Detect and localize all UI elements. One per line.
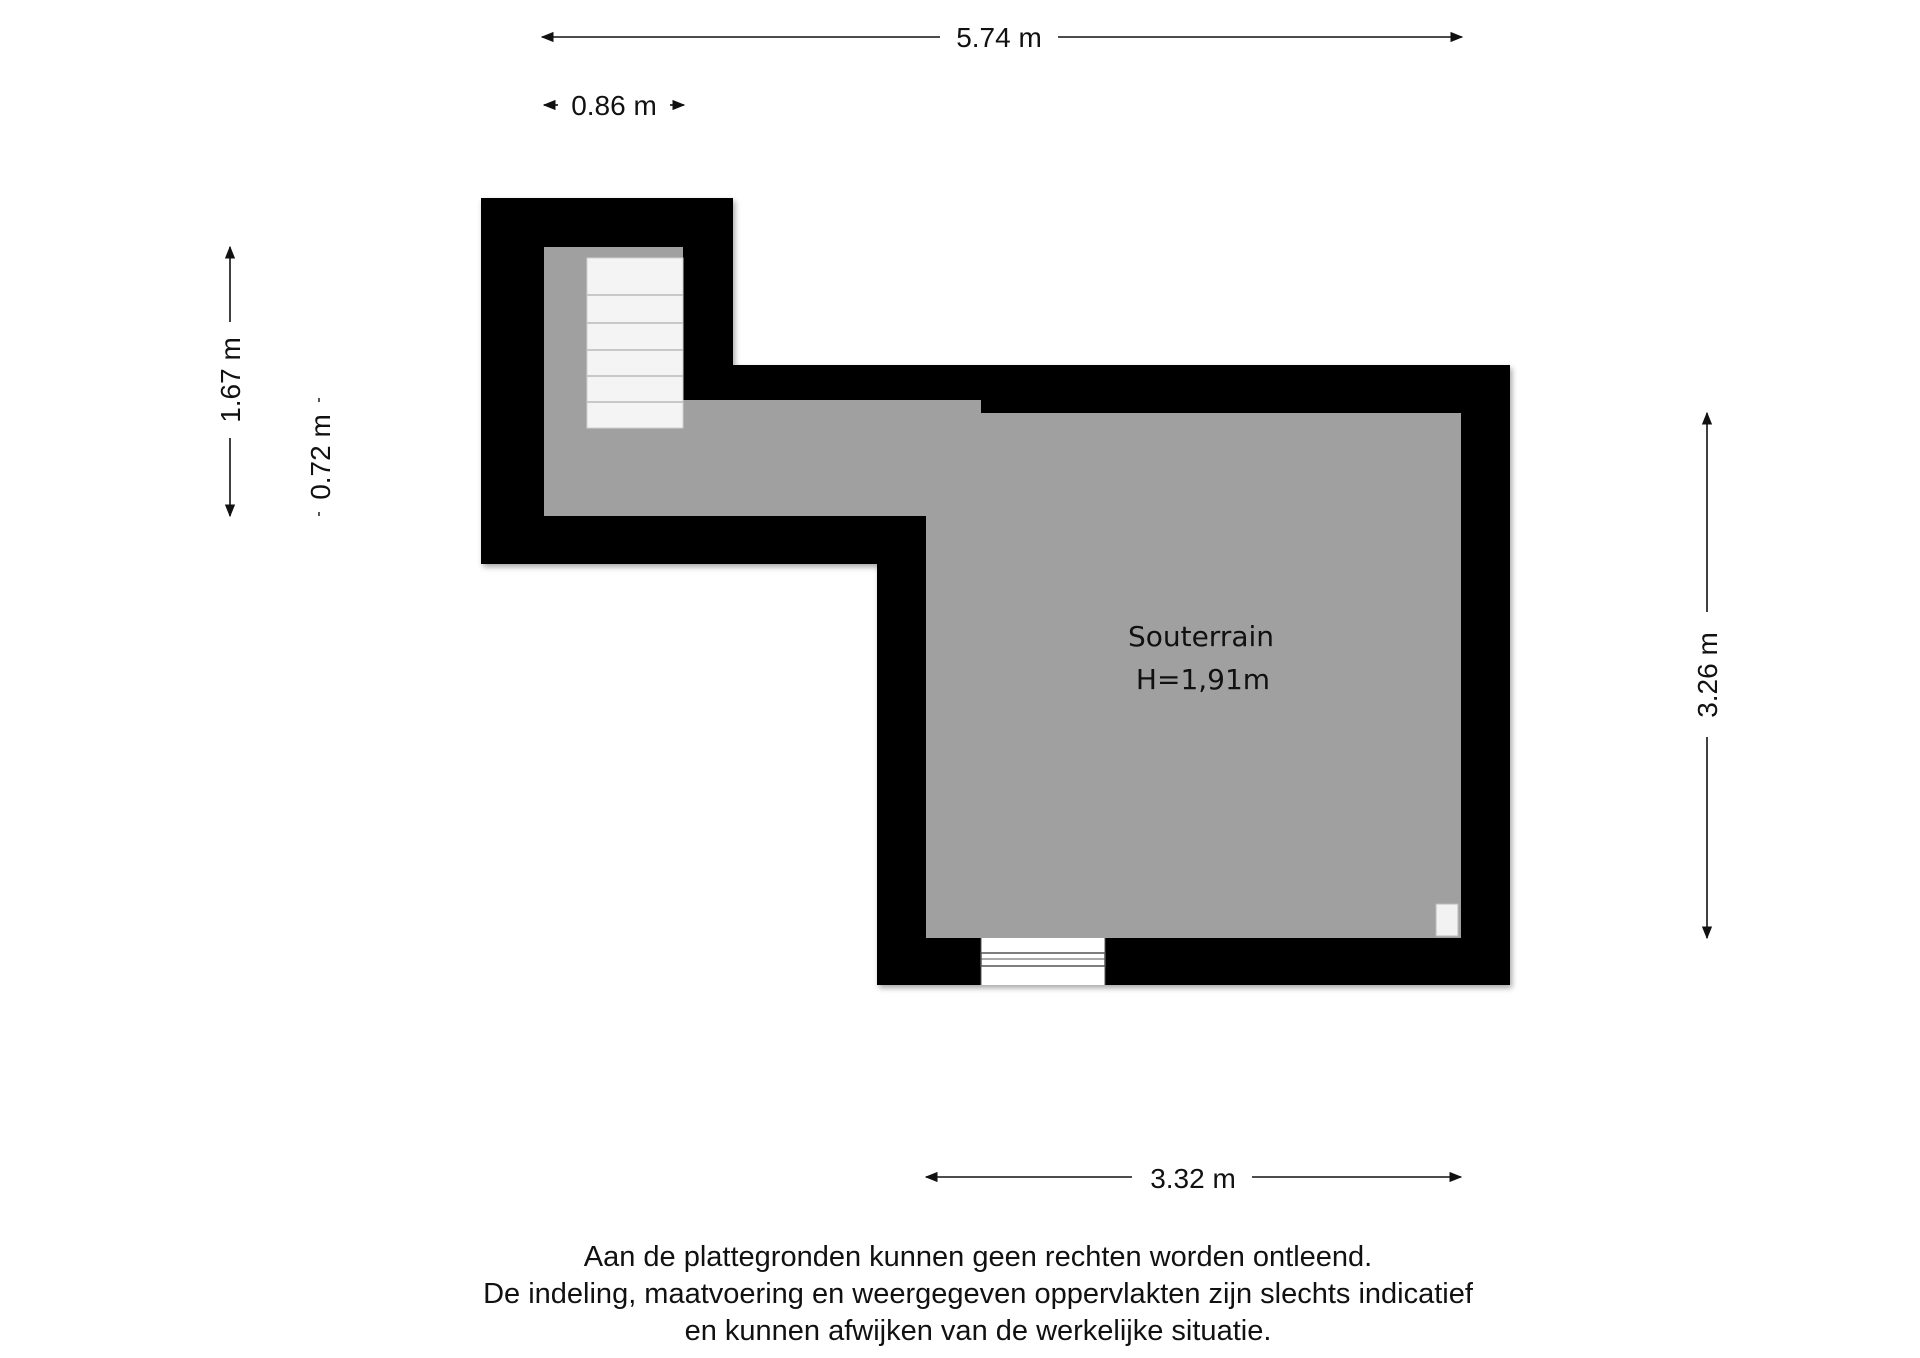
dimension-top-width [542, 22, 1462, 53]
dimension-label: 5.74 m [956, 22, 1042, 53]
disclaimer-line: De indeling, maatvoering en weergegeven oppervlakten zijn slechts indicatief [483, 1278, 1473, 1310]
corner-fixture [1436, 904, 1458, 936]
dimension-corridor-height [305, 398, 336, 516]
dimension-label: 0.72 m [305, 414, 336, 500]
dimension-stair-width [544, 90, 684, 121]
staircase [587, 258, 683, 428]
window [981, 938, 1105, 985]
room-height: H=1,91m [1135, 663, 1271, 696]
dimension-left-height [215, 247, 246, 516]
wall-stub [683, 365, 981, 400]
dimension-label: 0.86 m [571, 90, 657, 121]
dimension-label: 3.26 m [1692, 632, 1723, 718]
dimension-label: 3.32 m [1150, 1163, 1236, 1194]
disclaimer [483, 1241, 1474, 1347]
dimension-right-height [1692, 413, 1723, 938]
disclaimer-line: en kunnen afwijken van de werkelijke situatie. [684, 1315, 1272, 1347]
room-name: Souterrain [1127, 620, 1275, 653]
dimension-bottom-width [926, 1163, 1461, 1194]
dimension-label: 1.67 m [215, 337, 246, 423]
disclaimer-line: Aan de plattegronden kunnen geen rechten worden ontleend. [583, 1241, 1373, 1273]
